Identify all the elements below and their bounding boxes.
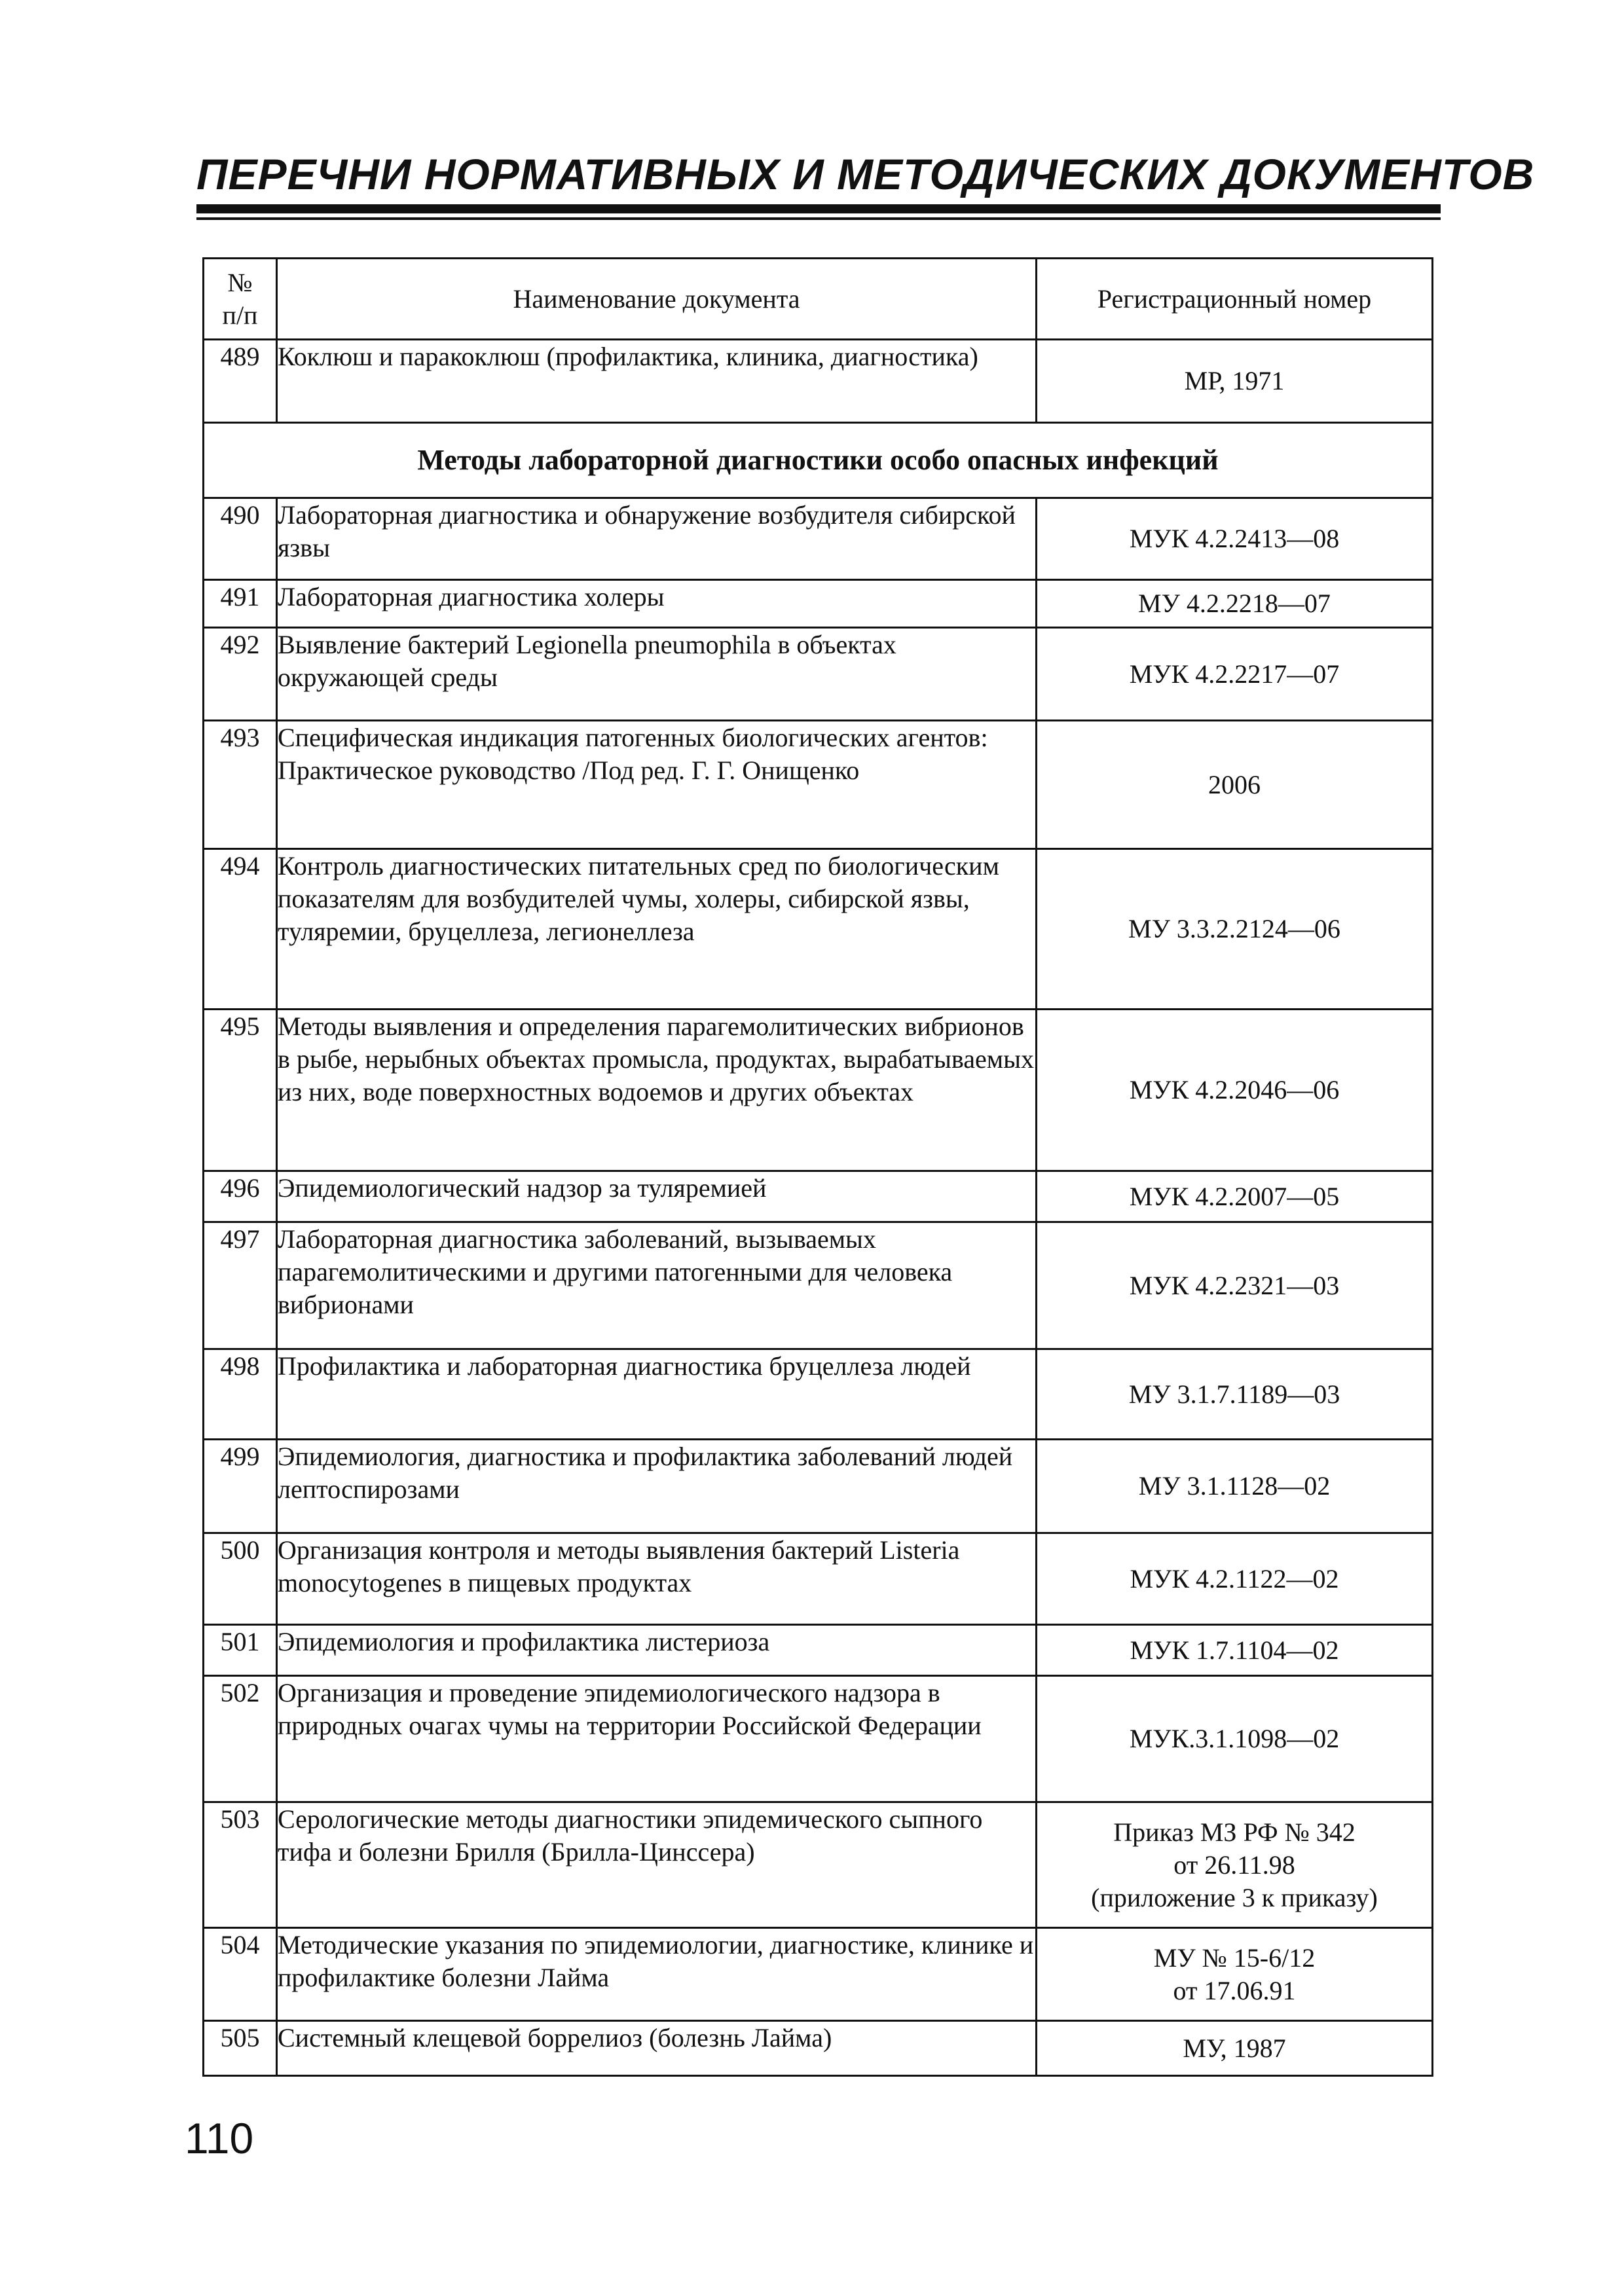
- table-row: [204, 628, 1433, 721]
- table-header-row: [204, 259, 1433, 340]
- registration-line: (приложение 3 к приказу): [1091, 1882, 1378, 1912]
- section-row: [204, 423, 1433, 498]
- table-row: [204, 721, 1433, 849]
- table-row: [204, 2021, 1433, 2076]
- table-row: [204, 1928, 1433, 2021]
- documents-table: [202, 257, 1433, 2077]
- page-number: 110: [185, 2114, 254, 2162]
- document-name: Лабораторная диагностика холеры: [277, 580, 1037, 628]
- document-name: Специфическая индикация патогенных биологических агентов: Практическое руководство /Под ред. Г. Г. Онищенко: [277, 721, 1037, 849]
- registration-number: [1037, 1802, 1433, 1928]
- registration-number: МУК 1.7.1104—02: [1037, 1625, 1433, 1676]
- registration-number: МУК.3.1.1098—02: [1037, 1676, 1433, 1802]
- registration-number: МУК 4.2.1122—02: [1037, 1533, 1433, 1625]
- section-title: Методы лабораторной диагностики особо опасных инфекций: [204, 423, 1433, 498]
- row-number: 497: [204, 1222, 277, 1349]
- row-number: 494: [204, 849, 277, 1010]
- table-row: [204, 1171, 1433, 1222]
- registration-number: МУ, 1987: [1037, 2021, 1433, 2076]
- document-name: Коклюш и паракоклюш (профилактика, клиника, диагностика): [277, 340, 1037, 423]
- registration-number: МУ 4.2.2218—07: [1037, 580, 1433, 628]
- table-row: [204, 498, 1433, 580]
- column-header-number-sign: №: [227, 267, 253, 297]
- table-row: [204, 1440, 1433, 1533]
- row-number: 503: [204, 1802, 277, 1928]
- table-row: [204, 580, 1433, 628]
- table-row: [204, 1349, 1433, 1440]
- row-number: 499: [204, 1440, 277, 1533]
- column-header-number-abbr: п/п: [222, 300, 258, 330]
- row-number: 504: [204, 1928, 277, 2021]
- table-row: [204, 1010, 1433, 1171]
- registration-number: [1037, 1928, 1433, 2021]
- document-name: Серологические методы диагностики эпидемического сыпного тифа и болезни Брилля (Брилла-Цинссера): [277, 1802, 1037, 1928]
- row-number: 495: [204, 1010, 277, 1171]
- row-number: 489: [204, 340, 277, 423]
- document-name: Контроль диагностических питательных сред по биологическим показателям для возбудителей чумы, холеры, сибирской язвы, туляремии, бруцеллеза, легионеллеза: [277, 849, 1037, 1010]
- document-name: Профилактика и лабораторная диагностика бруцеллеза людей: [277, 1349, 1037, 1440]
- document-name: Методические указания по эпидемиологии, диагностике, клинике и профилактике болезни Лайма: [277, 1928, 1037, 2021]
- header-rule-thick: [196, 204, 1441, 213]
- document-name: Выявление бактерий Legionella pneumophila в объектах окружающей среды: [277, 628, 1037, 721]
- registration-number: МУ 3.1.1128—02: [1037, 1440, 1433, 1533]
- column-header-name: Наименование документа: [277, 259, 1037, 340]
- table-row: [204, 849, 1433, 1010]
- row-number: 493: [204, 721, 277, 849]
- document-name: Лабораторная диагностика заболеваний, вызываемых парагемолитическими и другими патогенными для человека вибрионами: [277, 1222, 1037, 1349]
- registration-number: МУ 3.3.2.2124—06: [1037, 849, 1433, 1010]
- row-number: 490: [204, 498, 277, 580]
- row-number: 492: [204, 628, 277, 721]
- row-number: 502: [204, 1676, 277, 1802]
- page-title: ПЕРЕЧНИ НОРМАТИВНЫХ И МЕТОДИЧЕСКИХ ДОКУМЕНТОВ: [196, 150, 1535, 198]
- row-number: 491: [204, 580, 277, 628]
- registration-number: МР, 1971: [1037, 340, 1433, 423]
- registration-line: от 17.06.91: [1173, 1975, 1296, 2005]
- row-number: 496: [204, 1171, 277, 1222]
- document-name: Организация и проведение эпидемиологического надзора в природных очагах чумы на территории Российской Федерации: [277, 1676, 1037, 1802]
- document-name: Организация контроля и методы выявления бактерий Listeria monocytogenes в пищевых продуктах: [277, 1533, 1037, 1625]
- table-row: [204, 1802, 1433, 1928]
- column-header-number: [204, 259, 277, 340]
- document-name: Эпидемиология, диагностика и профилактика заболеваний людей лептоспирозами: [277, 1440, 1037, 1533]
- document-name: Лабораторная диагностика и обнаружение возбудителя сибирской язвы: [277, 498, 1037, 580]
- row-number: 498: [204, 1349, 277, 1440]
- table-row: [204, 1676, 1433, 1802]
- table-row: [204, 1533, 1433, 1625]
- registration-number: МУК 4.2.2321—03: [1037, 1222, 1433, 1349]
- row-number: 505: [204, 2021, 277, 2076]
- document-name: Эпидемиология и профилактика листериоза: [277, 1625, 1037, 1676]
- registration-number: МУК 4.2.2046—06: [1037, 1010, 1433, 1171]
- table-row: [204, 340, 1433, 423]
- header-rule-thin: [196, 217, 1441, 220]
- table-row: [204, 1222, 1433, 1349]
- registration-number: МУК 4.2.2413—08: [1037, 498, 1433, 580]
- row-number: 501: [204, 1625, 277, 1676]
- registration-number: МУК 4.2.2217—07: [1037, 628, 1433, 721]
- table-row: [204, 1625, 1433, 1676]
- registration-number: МУК 4.2.2007—05: [1037, 1171, 1433, 1222]
- row-number: 500: [204, 1533, 277, 1625]
- column-header-reg: Регистрационный номер: [1037, 259, 1433, 340]
- registration-number: 2006: [1037, 721, 1433, 849]
- registration-line: от 26.11.98: [1173, 1850, 1295, 1880]
- document-name: Эпидемиологический надзор за туляремией: [277, 1171, 1037, 1222]
- document-name: Системный клещевой боррелиоз (болезнь Лайма): [277, 2021, 1037, 2076]
- document-name: Методы выявления и определения парагемолитических вибрионов в рыбе, нерыбных объектах промысла, продуктах, вырабатываемых из них, воде поверхностных водоемов и других объектах: [277, 1010, 1037, 1171]
- registration-number: МУ 3.1.7.1189—03: [1037, 1349, 1433, 1440]
- registration-line: МУ № 15-6/12: [1153, 1942, 1316, 1973]
- registration-line: Приказ МЗ РФ № 342: [1113, 1817, 1356, 1847]
